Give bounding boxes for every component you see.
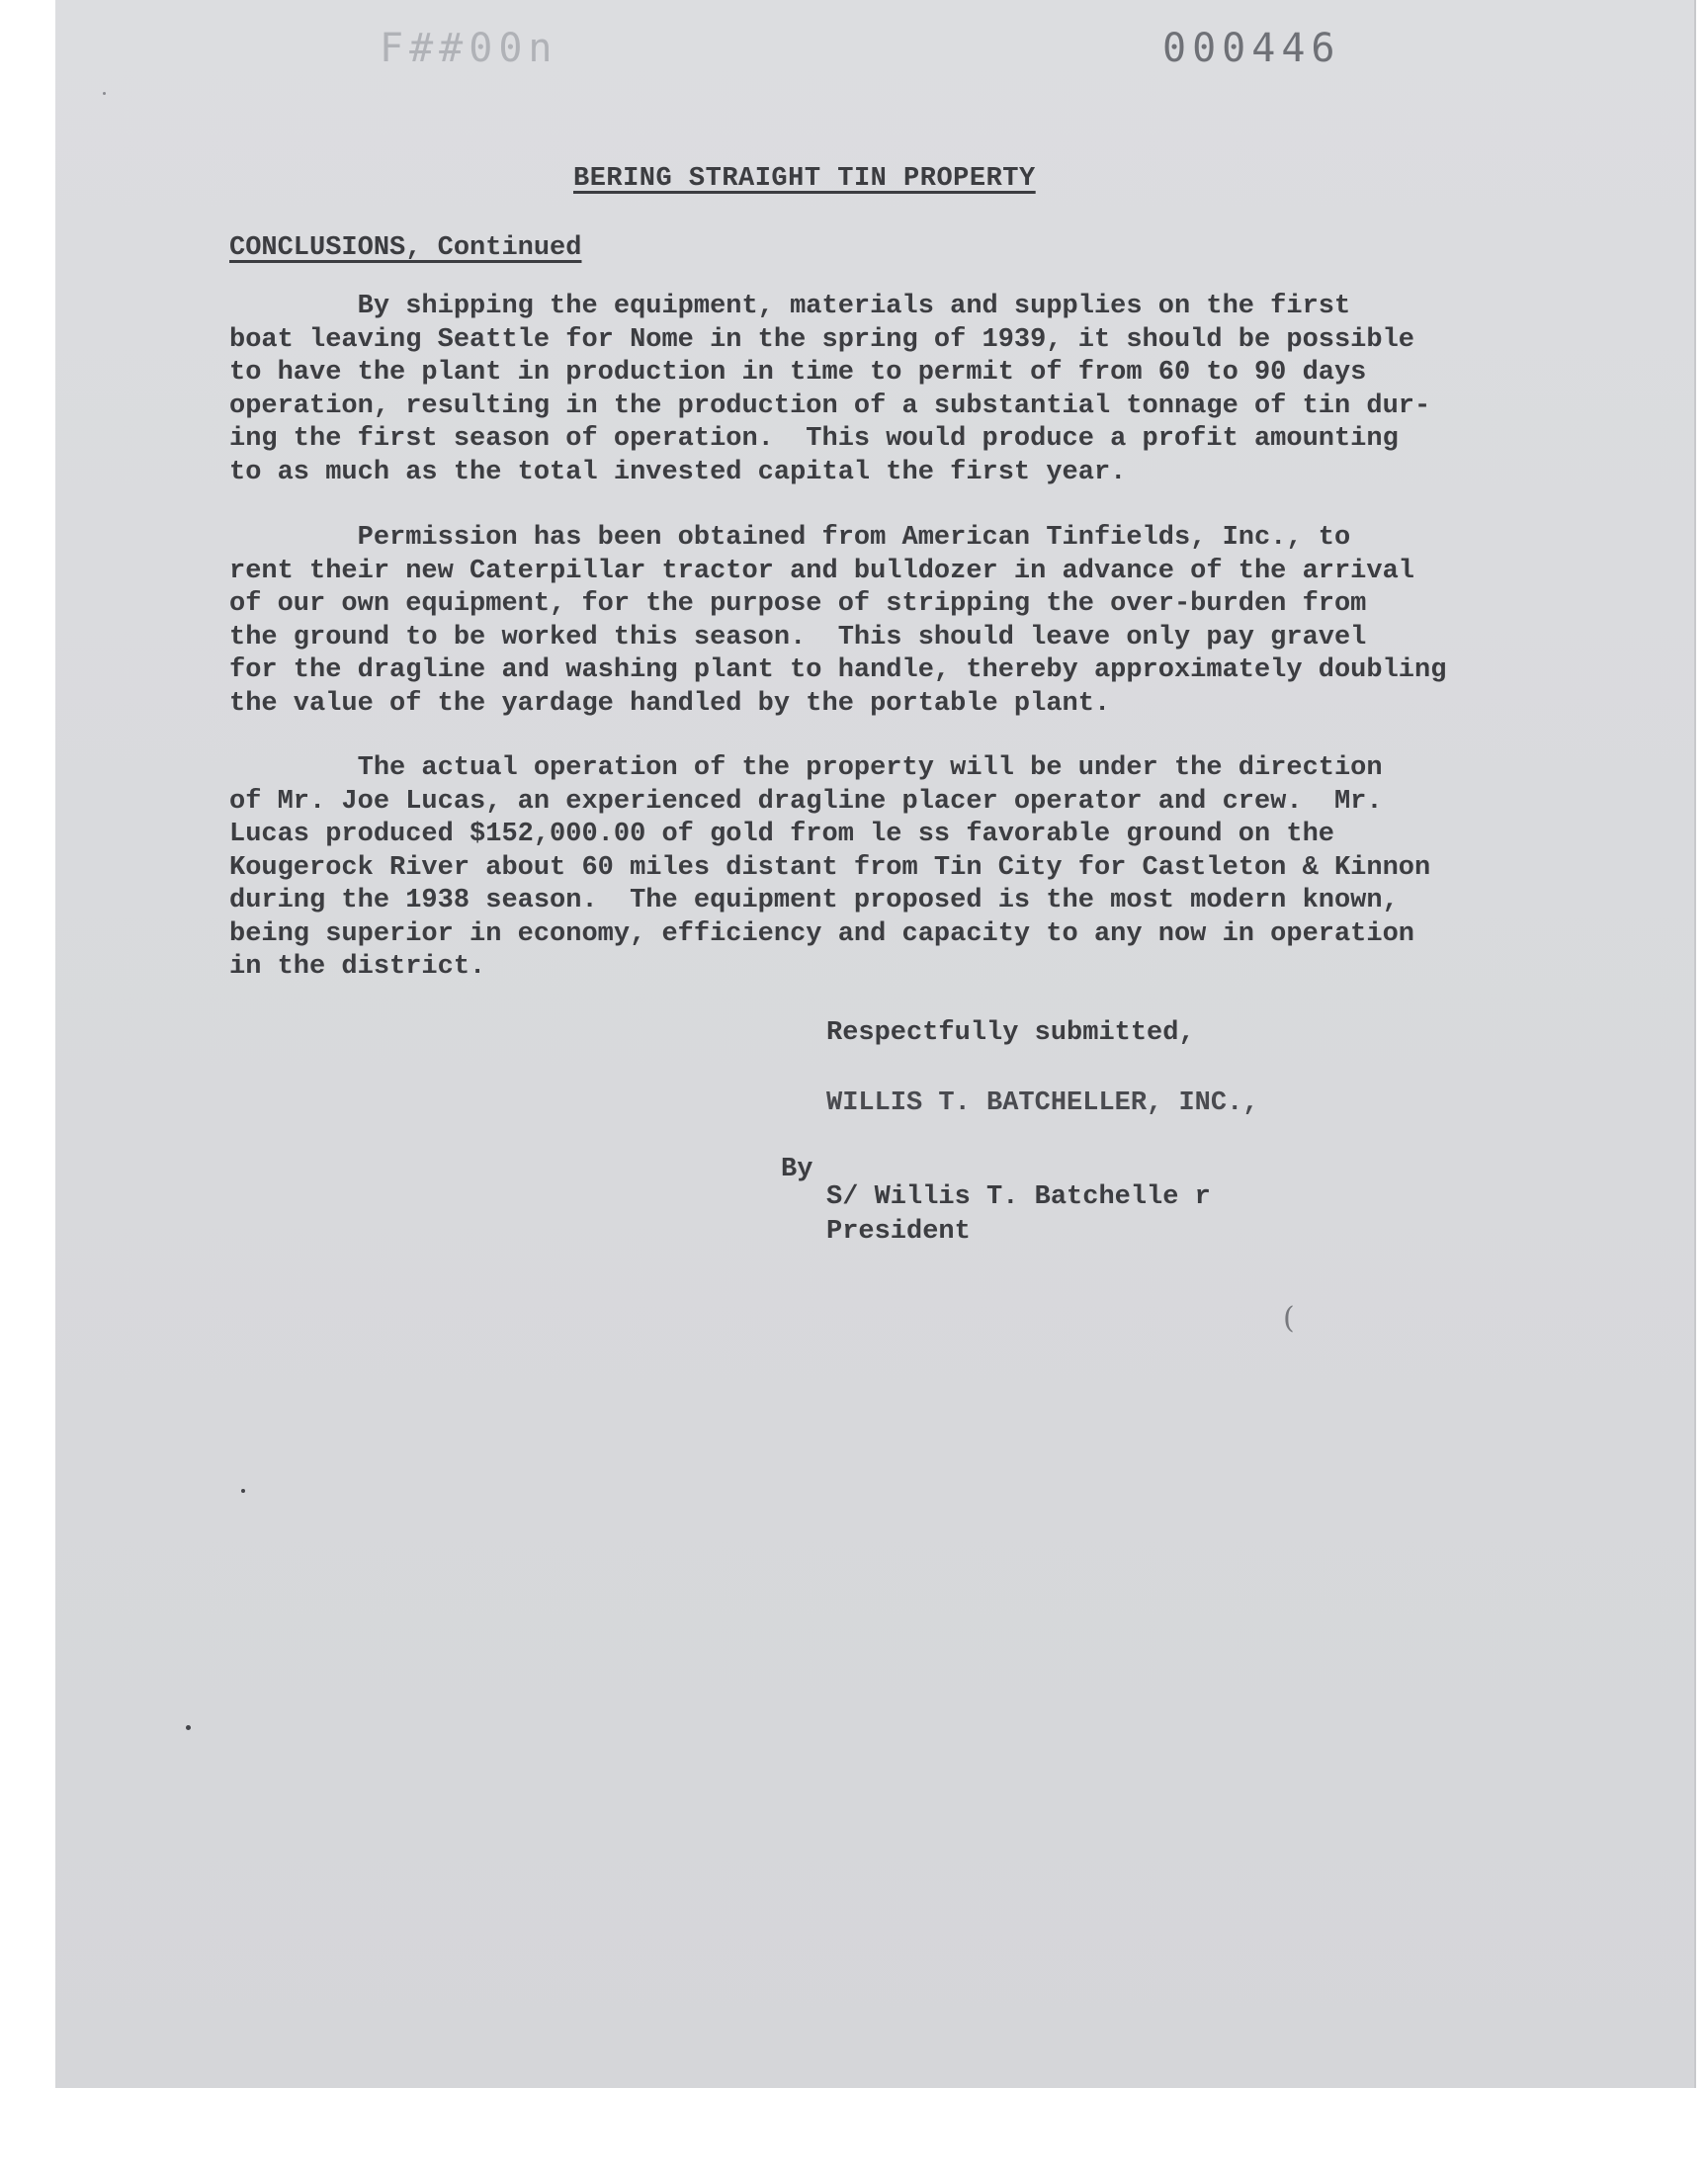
paragraph-line: to have the plant in production in time to permit of from 60 to 90 days xyxy=(229,358,1367,388)
paragraph-line: Lucas produced $152,000.00 of gold from le ss favorable ground on the xyxy=(229,820,1334,849)
scan-speck xyxy=(241,1489,245,1493)
paragraph-operation xyxy=(229,752,1554,985)
scan-speck xyxy=(103,92,106,95)
page-number-stamp: 000446 xyxy=(1162,26,1341,71)
paragraph-line: operation, resulting in the production of a substantial tonnage of tin dur- xyxy=(229,391,1431,421)
paragraph-line: in the district. xyxy=(229,952,486,982)
paragraph-line: being superior in economy, efficiency and capacity to any now in operation xyxy=(229,918,1414,949)
signer-name: S/ Willis T. Batchelle r xyxy=(826,1182,1211,1212)
file-stamp-left: F##00n xyxy=(380,26,558,71)
paragraph-line: during the 1938 season. The equipment proposed is the most modern known, xyxy=(229,886,1399,915)
paragraph-line: boat leaving Seattle for Nome in the spring of 1939, it should be possible xyxy=(229,324,1414,355)
signer-title: President xyxy=(826,1217,971,1247)
paragraph-line: to as much as the total invested capital the first year. xyxy=(229,457,1127,487)
by-label: By xyxy=(781,1155,813,1184)
paragraph-shipping xyxy=(229,291,1554,489)
paragraph-line: of Mr. Joe Lucas, an experienced dragline placer operator and crew. Mr. xyxy=(229,786,1383,817)
closing-salutation: Respectfully submitted, xyxy=(826,1018,1195,1048)
section-heading: CONCLUSIONS, Continued xyxy=(229,233,582,263)
paragraph-line: rent their new Caterpillar tractor and bulldozer in advance of the arrival xyxy=(229,556,1414,586)
scan-speck xyxy=(186,1725,191,1730)
paragraph-line: the value of the yardage handled by the portable plant. xyxy=(229,688,1111,719)
document-page xyxy=(55,0,1694,2088)
paragraph-line: Kougerock River about 60 miles distant from Tin City for Castleton & Kinnon xyxy=(229,852,1431,883)
paragraph-line: the ground to be worked this season. This should leave only pay gravel xyxy=(229,622,1367,652)
paragraph-line: of our own equipment, for the purpose of stripping the over-burden from xyxy=(229,589,1367,619)
paragraph-line: Permission has been obtained from American Tinfields, Inc., to xyxy=(229,523,1351,553)
paragraph-line: for the dragline and washing plant to handle, thereby approximately doubling xyxy=(229,655,1447,685)
paragraph-line: The actual operation of the property will be under the direction xyxy=(229,753,1383,783)
scan-mark: ( xyxy=(1283,1301,1295,1336)
paragraph-permission xyxy=(229,522,1554,721)
paragraph-line: By shipping the equipment, materials and supplies on the first xyxy=(229,292,1351,321)
document-title: BERING STRAIGHT TIN PROPERTY xyxy=(573,164,1036,194)
paragraph-line: ing the first season of operation. This would produce a profit amounting xyxy=(229,424,1399,454)
company-name: WILLIS T. BATCHELLER, INC., xyxy=(826,1088,1259,1118)
